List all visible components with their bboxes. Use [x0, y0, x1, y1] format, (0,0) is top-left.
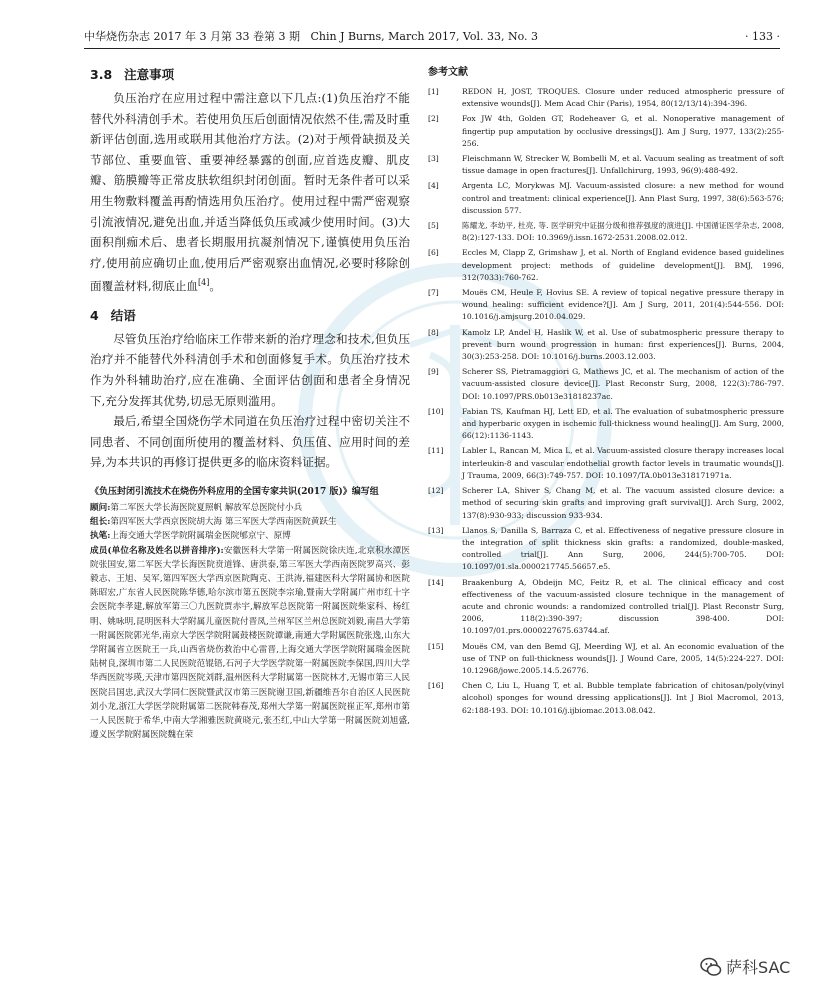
reference-item: [428, 180, 784, 217]
reference-number: [6]: [428, 248, 439, 258]
section-number: 4: [90, 307, 99, 323]
reference-number: [4]: [428, 181, 439, 191]
page-number: · 133 ·: [745, 30, 780, 43]
conclusion-paragraph-1: 尽管负压治疗给临床工作带来新的治疗理念和技术,但负压治疗并不能替代外科清创手术和创面修复手术。负压治疗技术作为外科辅助治疗,应在准确、全面评估创面和患者全身情况下,充分发挥其优势,切忌无原则滥用。: [90, 331, 410, 408]
reference-item: [428, 153, 784, 177]
reference-text: Scherer LA, Shiver S, Chang M, et al. The vacuum assisted closure device: a method of securing skin grafts and improving graft survival[J]. Arch Surg, 2002, 137(8):930-933; discussion 933-934.: [462, 486, 784, 520]
reference-item: [428, 247, 784, 284]
reference-item: [428, 86, 784, 110]
members-line: [90, 544, 410, 743]
section-title: 结语: [110, 307, 136, 323]
line-label: 顾问:: [90, 502, 111, 513]
line-text: 安徽医科大学第一附属医院徐庆连,北京积水潭医院张国安,第二军医大学长海医院贲道锋、唐洪泰,第三军医大学西南医院罗高兴、彭毅志、王旭、吴军,第四军医大学西京医院陶克、王洪涛,福建医科大学附属协和医院陈昭宏,广东省人民医院陈华德,哈尔滨市第五医院李宗瑜,暨南大学附属广州市红十字会医院李孝建,解放军第三〇九医院贾赤宇,解放军总医院第一附属医院柴家科、杨红明、姚咏明,昆明医科大学附属儿童医院付晋凤,兰州军区兰州总医院刘毅,南昌大学第一附属医院郭光华,南京大学医学院附属鼓楼医院谭谦,南通大学附属医院张逸,山东大学附属省立医院王一兵,山西省烧伤救治中心雷晋,上海交通大学医学院附属瑞金医院陆树良,深圳市第二人民医院范锟铻,石河子大学医学院第一附属医院李保国,四川大学华西医院岑瑛,天津市第四医院刘群,温州医科大学附属第一医院林才,无锡市第三人民医院吕国忠,武汉大学同仁医院暨武汉市第三医院谢卫国,新疆维吾尔自治区人民医院刘小龙,浙江大学医学院附属第二医院韩春茂,郑州大学第一附属医院崔正军,郑州市第一人民医院于希华,中南大学湘雅医院黄晓元,张丕红,中山大学第一附属医院刘旭盛,遵义医学院附属医院魏在荣: [90, 545, 410, 741]
references-heading: 参考文献: [428, 67, 468, 78]
line-text: 第四军医大学西京医院胡大海 第三军医大学西南医院黄跃生: [110, 517, 337, 528]
reference-number: [7]: [428, 288, 439, 298]
reference-text: Fabian TS, Kaufman HJ, Lett ED, et al. The evaluation of subatmospheric pressure and hyperbaric oxygen in ischemic full-thickness wound healing[J]. Am Surg, 2000, 66(12):1136-1143.: [462, 406, 784, 441]
brand-watermark: [700, 955, 810, 985]
reference-number: [8]: [428, 327, 439, 337]
journal-name-en: Chin J Burns, March 2017, Vol. 33, No. 3: [310, 30, 539, 43]
reference-number: [10]: [428, 406, 444, 416]
reference-number: [14]: [428, 577, 444, 587]
reference-text: Argenta LC, Morykwas MJ. Vacuum-assisted closure: a new method for wound control and treatment: clinical experience[J]. Ann Plast Surg, 1997, 38(6):563-576; discussion 577.: [462, 181, 784, 215]
reference-text: Llanos S, Danilla S, Barraza C, et al. Effectiveness of negative pressure closure in the integration of split thickness skin grafts: a randomized, double-masked, controlled trial[J]. Ann Surg, 2006, 244(5):700-705. DOI: 10.1097/01.sla.0000217745.56657.e5.: [462, 525, 784, 572]
citation-marker: [4]: [198, 278, 210, 288]
leaders-line: [90, 515, 410, 529]
reference-number: [12]: [428, 486, 444, 496]
reference-text: Fleischmann W, Strecker W, Bombelli M, et al. Vacuum sealing as treatment of soft tissue damage in open fractures[J]. Unfallchirurg, 1993, 96(9):488-492.: [462, 154, 784, 176]
paragraph-end: 。: [209, 279, 221, 294]
editorial-group-title: 《负压封闭引流技术在烧伤外科应用的全国专家共识(2017 版)》编写组: [90, 486, 379, 497]
journal-name-cn: 中华烧伤杂志 2017 年 3 月第 33 卷第 3 期: [84, 30, 300, 43]
line-label: 组长:: [90, 517, 111, 528]
reference-number: [9]: [428, 367, 439, 377]
editorial-group-block: [90, 485, 410, 742]
reference-item: [428, 406, 784, 443]
reference-item: [428, 366, 784, 403]
reference-text: Mouës CM, van den Bemd GJ, Meerding WJ, et al. An economic evaluation of the use of TNP on full-thickness wounds[J]. J Wound Care, 2005, 14(5):224-227. DOI: 10.12968/jowc.2005.14.5.26776.: [462, 641, 784, 675]
reference-text: 陈耀龙, 李幼平, 杜亮, 等. 医学研究中证据分级和推荐强度的演进[J]. 中国循证医学杂志, 2008, 8(2):127-133. DOI: 10.3969/j.issn.1672-2531.2008.02.012.: [462, 221, 784, 243]
reference-text: Mouës CM, Heule F, Hovius SE. A review of topical negative pressure therapy in wound healing: sufficient evidence?[J]. Am J Surg, 2011, 201(4):544-556. DOI: 10.1016/j.amjsurg.2010.04.029.: [462, 288, 784, 322]
reference-item: [428, 445, 784, 482]
line-label: 成员(单位名称及姓名以拼音排序):: [90, 545, 224, 556]
reference-number: [15]: [428, 641, 444, 651]
reference-item: [428, 525, 784, 574]
journal-citation: [84, 28, 538, 46]
reference-number: [5]: [428, 221, 439, 231]
line-text: 上海交通大学医学院附属瑞金医院郇京宁、原博: [110, 531, 291, 542]
reference-item: [428, 327, 784, 364]
reference-number: [1]: [428, 87, 439, 96]
line-text: 第二军医大学长海医院夏照帆 解放军总医院付小兵: [110, 502, 303, 513]
left-column: [90, 66, 410, 742]
reference-text: Eccles M, Clapp Z, Grimshaw J, et al. North of England evidence based guidelines development project: methods of guideline development[J]. BMJ, 1996, 312(7033):760-762.: [462, 248, 784, 282]
running-header: [84, 28, 780, 49]
reference-item: [428, 641, 784, 678]
reference-list: [428, 86, 784, 717]
reference-number: [2]: [428, 114, 439, 124]
reference-item: [428, 577, 784, 638]
wechat-bubble-icon: [700, 956, 722, 978]
reference-text: Chen C, Liu L, Huang T, et al. Bubble template fabrication of chitosan/poly(vinyl alcohol) sponges for wound dressing applications[J]. Int J Biol Macromol, 2013, 62:188-193. DOI: 10.1016/j.ijbiomac.2013.08.042.: [462, 681, 784, 715]
reference-item: [428, 680, 784, 717]
paragraph-text: 负压治疗在应用过程中需注意以下几点:(1)负压治疗不能替代外科清创手术。若使用负压后创面情况依然不佳,需及时重新评估创面,选用或联用其他治疗方法。(2)对于颅骨缺损及关节部位、重要血管、重要神经暴露的创面,应首选皮瓣、肌皮瓣、筋膜瓣等正常皮肤软组织封闭创面。暂时无条件者可以采用生物敷料覆盖再酌情选用负压治疗。使用过程中需严密观察引流液情况,避免出血,并适当降低负压或减少使用时间。(3)大面积削痂术后、患者长期服用抗凝剂情况下,谨慎使用负压治疗,使用前应确切止血,使用后严密观察出血情况,必要时移除创面覆盖材料,彻底止血: [90, 91, 410, 294]
reference-text: Braakenburg A, Obdeijn MC, Feitz R, et al. The clinical efficacy and cost effectiveness of the vacuum-assisted closure technique in the management of acute and chronic wounds: a randomized controlled trial[J]. Plast Reconstr Surg, 2006, 118(2):390-397; discussion 398-400. DOI: 10.1097/01.prs.0000227675.63744.af.: [462, 577, 784, 636]
brand-name: 萨科SAC: [726, 958, 791, 977]
section-heading-3-8: [90, 66, 410, 84]
reference-number: [11]: [428, 446, 444, 456]
reference-item: [428, 287, 784, 324]
reference-text: Kamolz LP, Andel H, Haslik W, et al. Use of subatmospheric pressure therapy to prevent burn wound progression in human: first experiences[J]. Burns, 2004, 30(3):253-258. DOI: 10.1016/j.burns.2003.12.003.: [462, 327, 784, 362]
reference-item: [428, 485, 784, 522]
section-number: 3.8: [90, 67, 113, 82]
writers-line: [90, 529, 410, 543]
reference-item: [428, 113, 784, 150]
reference-number: [3]: [428, 154, 439, 164]
reference-number: [16]: [428, 681, 444, 691]
reference-text: REDON H, JOST, TROQUES. Closure under reduced atmospheric pressure of extensive wounds[J]. Mem Acad Chir (Paris), 1954, 80(12/13/14):394-396.: [462, 87, 784, 109]
references-column: [428, 66, 784, 720]
section-heading-4: [90, 307, 410, 325]
reference-number: [13]: [428, 525, 444, 535]
reference-text: Fox JW 4th, Golden GT, Rodeheaver G, et al. Nonoperative management of fingertip pup amputation by occlusive dressings[J]. Am J Surg, 1977, 133(2):255-256.: [462, 114, 784, 148]
reference-item: [428, 220, 784, 244]
precautions-paragraph: [90, 88, 410, 297]
line-label: 执笔:: [90, 531, 111, 542]
section-title: 注意事项: [124, 67, 175, 82]
advisors-line: [90, 501, 410, 515]
reference-text: Labler L, Rancan M, Mica L, et al. Vacuum-assisted closure therapy increases local interleukin-8 and vascular endothelial growth factor levels in traumatic wounds[J]. J Trauma, 2009, 66(3):749-757. DOI: 10.1097/TA.0b013e318171971a.: [462, 446, 784, 480]
conclusion-paragraph-2: 最后,希望全国烧伤学术同道在负压治疗过程中密切关注不同患者、不同创面所使用的覆盖材料、负压值、应用时间的差异,为本共识的再修订提供更多的临床资料证据。: [90, 414, 410, 470]
reference-text: Scherer SS, Pietramaggiori G, Mathews JC, et al. The mechanism of action of the vacuum-assisted closure device[J]. Plast Reconstr Surg, 2008, 122(3):786-797. DOI: 10.1097/PRS.0b013e31818237ac.: [462, 367, 784, 401]
